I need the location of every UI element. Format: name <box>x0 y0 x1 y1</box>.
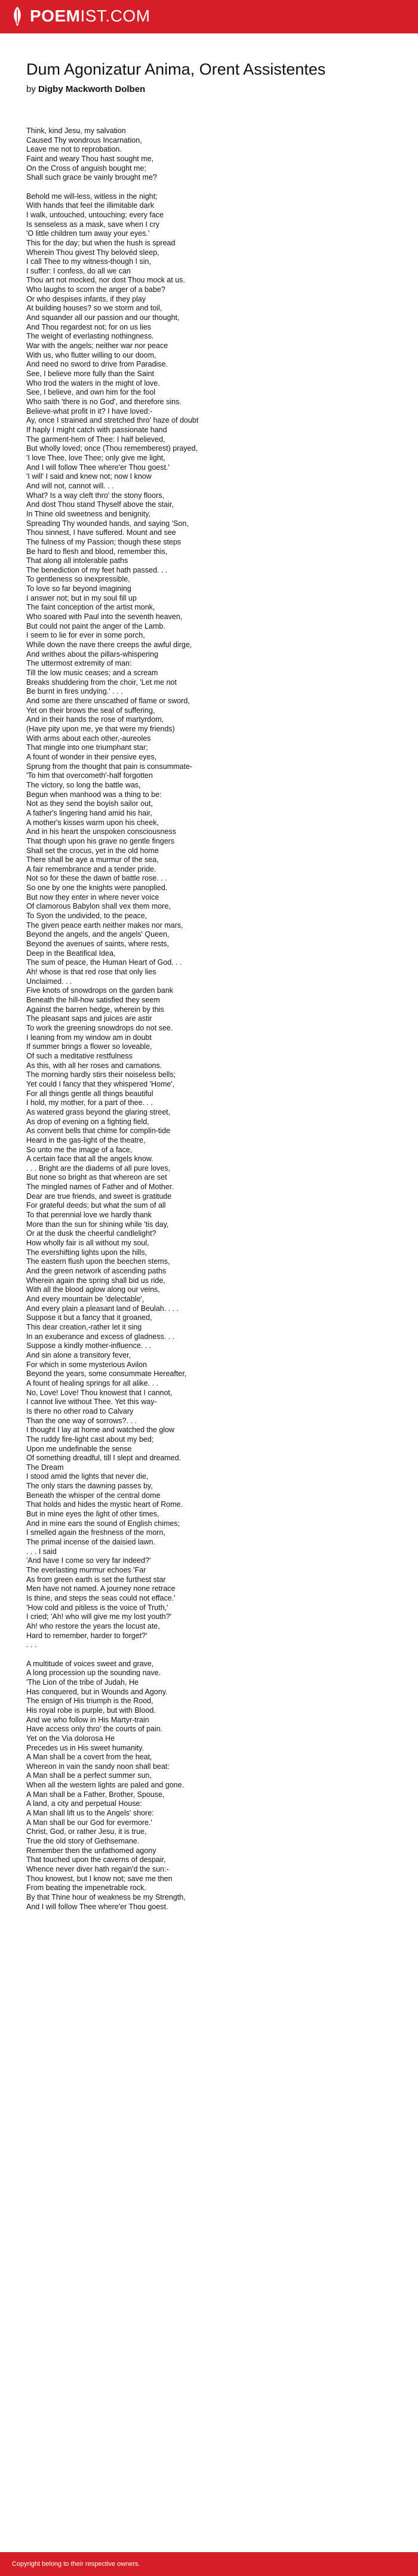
poem-line: 'I will' I said and knew not; now I know <box>26 472 152 481</box>
poem-line: War with the angels; neither war nor peace <box>26 341 168 350</box>
poem-line: See, I believe more fully than the Saint <box>26 370 155 378</box>
poem-line: And need no sword to drive from Paradise. <box>26 360 168 369</box>
poem-line: A fount of healing springs for all alike. . . <box>26 1378 158 1387</box>
poem-line: The weight of everlasting nothingness. <box>26 332 154 341</box>
poem-line: So one by one the knights were panoplied. <box>26 884 168 892</box>
poem-line: (Have pity upon me, ye that were my friends) <box>26 724 175 733</box>
poem-line: For all things gentle all things beautiful <box>26 1089 153 1098</box>
poem-line: But now they enter in where never voice <box>26 892 159 901</box>
poem-line: Not as they send the boyish sailor out, <box>26 799 153 808</box>
poem-line: To work the greening snowdrops do not see. <box>26 1023 173 1032</box>
poem-line: If haply I might catch with passionate hand <box>26 425 167 434</box>
poem-line: Ay, once I strained and stretched thro' haze of doubt <box>26 416 199 425</box>
poem-line: To that perennial love we hardly thank <box>26 1211 152 1220</box>
poem-line: The primal incense of the daisied lawn. <box>26 1538 156 1547</box>
poem-line: That mingle into one triumphant star; <box>26 743 148 752</box>
poem-line: With us, who flutter willing to our doom, <box>26 350 156 359</box>
poem-line: Beyond the angels, and the angels' Queen, <box>26 930 170 939</box>
poem-line: True the old story of Gethsemane. <box>26 1837 140 1846</box>
poem-line: Spreading Thy wounded hands, and saying 'Son, <box>26 519 189 528</box>
poem-line: Than the one way of sorrows?. . . <box>26 1416 137 1425</box>
poem-line: Suppose it but a fancy that it groaned, <box>26 1313 152 1322</box>
poem-line: From beating the impenetrable rock. <box>26 1883 146 1892</box>
poem-line: Who saith 'there is no God', and therefore sins. <box>26 398 182 407</box>
poem-line: Beneath the hill-how satisfied they seem <box>26 996 160 1005</box>
poem-line: Be burnt in fires undying.' . . . <box>26 687 123 696</box>
poem-line: In Thine old sweetness and benignity, <box>26 509 151 518</box>
poem-line: Shall such grace be vainly brought me? <box>26 173 157 182</box>
poem-line: The Dream <box>26 1463 64 1472</box>
poem-line: Faint and weary Thou hast sought me, <box>26 154 154 163</box>
poem-line: And I will follow Thee where'er Thou goest.' <box>26 463 170 472</box>
poem-line: Men have not named. A journey none retrace <box>26 1584 176 1593</box>
poem-line: 'I love Thee, love Thee; only give me light, <box>26 453 165 462</box>
poem-line: Or who despises infants, if they play <box>26 294 146 303</box>
poem-line: I suffer: I confess, do all we can <box>26 266 131 275</box>
site-header <box>0 0 418 33</box>
poem-line: I hold, my mother, for a part of thee. . . <box>26 1098 153 1107</box>
poem-line: I call Thee to my witness-though I sin, <box>26 257 151 266</box>
poem-line: That touched upon the caverns of despair, <box>26 1855 166 1864</box>
poem-line: Precedes us in His sweet humanity. <box>26 1743 145 1752</box>
poem-title: Dum Agonizatur Anima, Orent Assistentes <box>26 60 326 78</box>
poem-line: And every mountain be 'delectable', <box>26 1295 145 1304</box>
poem-line: Suppose a kindly mother-influence. . . <box>26 1341 152 1350</box>
poem-line: Till the low music ceases; and a scream <box>26 669 158 678</box>
poem-line: What? Is a way cleft thro' the stony floors, <box>26 491 164 500</box>
poem-line: Be hard to flesh and blood, remember this, <box>26 547 168 556</box>
poem-line: Has conquered, but in Wounds and Agony. <box>26 1687 168 1696</box>
poem-stanza <box>26 1660 397 1912</box>
poem-line: Heard in the gas-light of the theatre, <box>26 1135 146 1144</box>
poem-line: And we who follow in His Martyr-train <box>26 1715 149 1724</box>
poem-line: I stood amid the lights that never die, <box>26 1472 149 1481</box>
poem-line: The benediction of my feet hath passed. . . <box>26 565 168 574</box>
poem-line: As watered grass beyond the glaring street, <box>26 1107 171 1116</box>
author-name[interactable]: Digby Mackworth Dolben <box>38 84 146 94</box>
poem-line: Is senseless as a mask, save when I cry <box>26 220 160 229</box>
poem-line: Hard to remember, harder to forget?' <box>26 1631 147 1640</box>
poem-line: I cannot live without Thee. Yet this way- <box>26 1398 157 1407</box>
poem-line: And in mine ears the sound of English chimes; <box>26 1519 180 1528</box>
poem-line: Unclaimed. . . <box>26 977 72 986</box>
poem-line: And squander all our passion and our thought, <box>26 313 180 322</box>
poem-line: The garment-hem of Thee: I half believed, <box>26 435 165 444</box>
poem-line: To Syon the undivided, to the peace, <box>26 912 147 921</box>
poem-line: The sum of peace, the Human Heart of God. . . <box>26 958 182 967</box>
poem-line: Of such a meditative restfulness <box>26 1051 133 1060</box>
poem-line: I walk, untouched, untouching; every face <box>26 210 164 219</box>
poem-line: A Man shall lift us to the Angels' shore: <box>26 1809 154 1818</box>
poem-line: Think, kind Jesu, my salvation <box>26 127 126 135</box>
poem-line: . . . Bright are the diadems of all pure loves, <box>26 1164 171 1172</box>
poem-line: Yet on their brows the seal of suffering, <box>26 706 155 715</box>
poem-line: The everlasting murmur echoes 'Far <box>26 1566 146 1575</box>
poem-line: At building houses? so we storm and toil, <box>26 304 162 313</box>
poem-line: Is thine, and steps the seas could not efface.' <box>26 1594 176 1603</box>
poem-line: On the Cross of anguish bought me; <box>26 164 146 173</box>
poem-line: Wherein Thou givest Thy belovéd sleep, <box>26 248 159 257</box>
poem-line: . . . I said <box>26 1547 57 1556</box>
poem-line: Shall set the crocus, yet in the old home <box>26 846 159 855</box>
poem-line: The victory, so long the battle was, <box>26 780 141 789</box>
poem-line: And writhes about the pillars-whispering <box>26 650 158 658</box>
poem-line: With hands that feel the illimitable dark <box>26 201 154 210</box>
quill-pen-icon <box>11 6 24 26</box>
poem-line: Caused Thy wondrous Incarnation, <box>26 136 142 144</box>
site-footer <box>0 2552 418 2576</box>
poem-stanza <box>26 127 397 183</box>
poem-line: 'To him that overcometh'-half forgotten <box>26 771 153 780</box>
site-wordmark: POEMIST.COM <box>30 7 150 25</box>
poem-line: This for the day; but when the hush is spread <box>26 238 176 247</box>
poem-line: And every plain a pleasant land of Beulah. . . . <box>26 1304 179 1313</box>
poem-line: But in mine eyes the light of other times, <box>26 1510 159 1519</box>
poem-line: Deep in the Beatifical Idea, <box>26 949 116 958</box>
poem-line: Who soared with Paul into the seventh heaven, <box>26 613 183 621</box>
poem-line: As this, with all her roses and carnations. <box>26 1061 162 1070</box>
poem-body <box>26 127 397 1912</box>
poem-byline: by Digby Mackworth Dolben <box>26 84 146 94</box>
poem-line: A father's lingering hand amid his hair, <box>26 808 152 817</box>
poem-line: Thou art not mocked, nor dost Thou mock at us. <box>26 276 185 285</box>
poem-line: Upon me undefinable the sense <box>26 1444 132 1453</box>
poem-line: Begun when manhood was a thing to be: <box>26 790 162 799</box>
poem-line: And Thou regardest not; for on us lies <box>26 322 151 331</box>
poem-line: Ah! whose is that red rose that only lies <box>26 968 156 977</box>
poem-line: And will not, cannot will. . . <box>26 481 114 490</box>
poem-line: By that Thine hour of weakness be my Strength, <box>26 1893 186 1901</box>
poem-line: A fount of wonder in their pensive eyes, <box>26 752 157 761</box>
poem-line: The pleasant saps and juices are astir <box>26 1014 152 1023</box>
poem-line: If summer brings a flower so loveable, <box>26 1042 152 1051</box>
poem-line: Sprung from the thought that pain is consummate- <box>26 762 192 771</box>
poem-line: And sin alone a transitory fever, <box>26 1350 131 1359</box>
poem-line: When all the western lights are paled and gone. <box>26 1781 185 1790</box>
poem-line: Dear are true friends, and sweet is gratitude <box>26 1192 172 1201</box>
poem-line: But none so bright as that whereon are set <box>26 1173 167 1182</box>
poem-line: I seem to lie for ever in some porch, <box>26 631 145 640</box>
poem-line: I cried; 'Ah! who will give me my lost youth?' <box>26 1612 172 1621</box>
poem-line: This dear creation,-rather let it sing <box>26 1322 142 1331</box>
poem-line: Not so for these the dawn of battle rose. . . <box>26 874 167 883</box>
poem-line: Against the barren hedge, wherein by this <box>26 1005 164 1014</box>
poem-line: A Man shall be a perfect summer sun, <box>26 1771 152 1780</box>
poem-line: Yet on the Via dolorosa He <box>26 1734 115 1743</box>
poem-line: 'How cold and pitiless is the voice of Truth,' <box>26 1603 168 1612</box>
poem-line: Beneath the whisper of the central dome <box>26 1491 161 1500</box>
poem-line: The morning hardly stirs their noiseless bells; <box>26 1070 176 1079</box>
poem-line: And dost Thou stand Thyself above the stair, <box>26 500 174 509</box>
poem-line: But wholly loved; once (Thou rememberest) prayed, <box>26 444 198 453</box>
poem-line: Have access only thro' the courts of pain. <box>26 1725 163 1734</box>
poem-line: With arms about each other,-aureoles <box>26 734 151 743</box>
poem-line: To gentleness so inexpressible, <box>26 575 130 584</box>
poem-line: A Man shall be our God for evermore.' <box>26 1818 152 1827</box>
poem-line: A long procession up the sounding nave. <box>26 1669 161 1678</box>
poem-line: So unto me the image of a face, <box>26 1145 133 1154</box>
poem-line: And in their hands the rose of martyrdom, <box>26 715 164 724</box>
poem-line: In an exuberance and excess of gladness. . . <box>26 1332 175 1341</box>
poem-line: The only stars the dawning passes by, <box>26 1482 153 1491</box>
poem-line: A Man shall be a covert from the heat, <box>26 1753 152 1762</box>
poem-line: And the green network of ascending paths <box>26 1267 167 1276</box>
poem-line: A certain face that all the angels know. <box>26 1155 153 1164</box>
poem-line: But could not paint the anger of the Lamb. <box>26 621 165 630</box>
poem-line: For which in some mysterious Avilon <box>26 1360 147 1369</box>
poem-line: A mother's kisses warm upon his cheek, <box>26 818 159 827</box>
poem-line: Breaks shuddering from the choir, 'Let me not <box>26 678 177 687</box>
poem-line: There shall be aye a murmur of the sea, <box>26 855 159 864</box>
poem-line: That along all intolerable paths <box>26 556 128 565</box>
poem-line: And in his heart the unspoken consciousness <box>26 827 176 836</box>
poem-line: The fulness of my Passion; though these steps <box>26 537 182 546</box>
poem-line: Whereon in vain the sandy noon shall beat: <box>26 1762 170 1771</box>
poem-line: The uttermost extremity of man: <box>26 659 132 668</box>
poem-line: I answer not; but in my soul fill up <box>26 593 137 602</box>
poem-line: No, Love! Love! Thou knowest that I cannot, <box>26 1388 173 1397</box>
poem-line: For grateful deeds; but what the sum of all <box>26 1201 166 1210</box>
poem-line: The ruddy fire-light cast about my bed; <box>26 1435 154 1444</box>
poem-line: The faint conception of the artist monk, <box>26 603 155 612</box>
poem-article <box>26 60 397 1921</box>
poem-line: Whence never diver hath regain'd the sun:- <box>26 1865 169 1874</box>
poem-line: A land, a city and perpetual House: <box>26 1799 142 1808</box>
poem-stanza <box>26 192 397 1650</box>
poem-line: See, I believe, and own him for the fool <box>26 388 156 397</box>
poem-line: And some are there unscathed of flame or sword, <box>26 697 190 706</box>
poem-line: I leaning from my window am in doubt <box>26 1033 152 1042</box>
poem-line: Of something dreadful, till I slept and dreamed. <box>26 1454 182 1463</box>
poem-line: Beyond the years, some consummate Hereafter, <box>26 1369 187 1378</box>
poem-line: Remember then the unfathomed agony <box>26 1846 156 1855</box>
poem-line: 'The Lion of the tribe of Judah, He <box>26 1678 139 1686</box>
poem-line: Thou sinnest, I have suffered. Mount and see <box>26 528 176 537</box>
poem-line: Or at the dusk the cheerful candlelight? <box>26 1229 156 1238</box>
poem-line: The evershifting lights upon the hills, <box>26 1248 147 1257</box>
poem-line: Beyond the avenues of saints, where rests, <box>26 940 170 949</box>
poem-line: I thought I lay at home and watched the glow <box>26 1426 175 1435</box>
poem-line: The mingled names of Father and of Mother. <box>26 1183 174 1192</box>
poem-line: I smelled again the freshness of the morn, <box>26 1528 165 1537</box>
poem-line: Behold me will-less, witless in the night; <box>26 192 158 201</box>
poem-line: Who laughs to scorn the anger of a babe? <box>26 285 165 294</box>
poem-line: Yet could I fancy that they whispered 'Home', <box>26 1079 175 1088</box>
poem-line: To love so far beyond imagining <box>26 584 131 593</box>
poem-line: Believe-what profit in it? I have loved:- <box>26 407 153 416</box>
poem-line: 'O little children turn away your eyes.' <box>26 229 150 238</box>
poem-line: Wherein again the spring shall bid us ride, <box>26 1276 165 1285</box>
poem-line: How wholly fair is all without my soul, <box>26 1239 149 1248</box>
poem-line: A Man shall be a Father, Brother, Spouse, <box>26 1790 165 1799</box>
copyright-notice: Copyright belong to their respective owners. <box>12 2560 140 2568</box>
poem-line: Five knots of snowdrops on the garden bank <box>26 986 173 995</box>
poem-line: As drop of evening on a fighting field, <box>26 1117 149 1126</box>
poem-line: A fair remembrance and a tender pride. <box>26 864 156 873</box>
poem-line: The ensign of His triumph is the Rood, <box>26 1697 153 1706</box>
poem-line: The eastern flush upon the beechen stems, <box>26 1257 170 1266</box>
poem-line: His royal robe is purple, but with Blood. <box>26 1706 156 1715</box>
poem-line: Ah! who restore the years the locust ate, <box>26 1621 160 1630</box>
poem-line: As convent bells that chime for complin-tide <box>26 1127 171 1135</box>
poem-line: A multitude of voices sweet and grave, <box>26 1659 154 1668</box>
poem-line: . . . <box>26 1641 37 1649</box>
poem-line: 'And have I come so very far indeed?' <box>26 1556 151 1565</box>
poem-line: As from green earth is set the furthest star <box>26 1575 166 1584</box>
site-logo[interactable] <box>11 6 150 26</box>
poem-line: More than the sun for shining while 'tis day, <box>26 1220 169 1229</box>
poem-line: That though upon his grave no gentle fingers <box>26 836 175 845</box>
poem-line: Thou knowest, but I know not; save me then <box>26 1874 173 1883</box>
poem-line: With all the blood aglow along our veins, <box>26 1285 160 1294</box>
poem-line: Who trod the waters in the might of love. <box>26 378 160 387</box>
poem-line: The given peace earth neither makes nor mars, <box>26 921 183 930</box>
poem-line: Is there no other road to Calvary <box>26 1407 134 1415</box>
poem-line: While down the nave there creeps the awful dirge, <box>26 641 192 650</box>
poem-line: Of clamorous Babylon shall vex them more, <box>26 902 171 911</box>
poem-line: Leave me not to reprobation. <box>26 145 122 154</box>
poem-line: Christ, God, or rather Jesu, it is true, <box>26 1827 147 1836</box>
poem-line: And I will follow Thee where'er Thou goest. <box>26 1902 168 1911</box>
poem-line: That holds and hides the mystic heart of Rome. <box>26 1500 183 1509</box>
